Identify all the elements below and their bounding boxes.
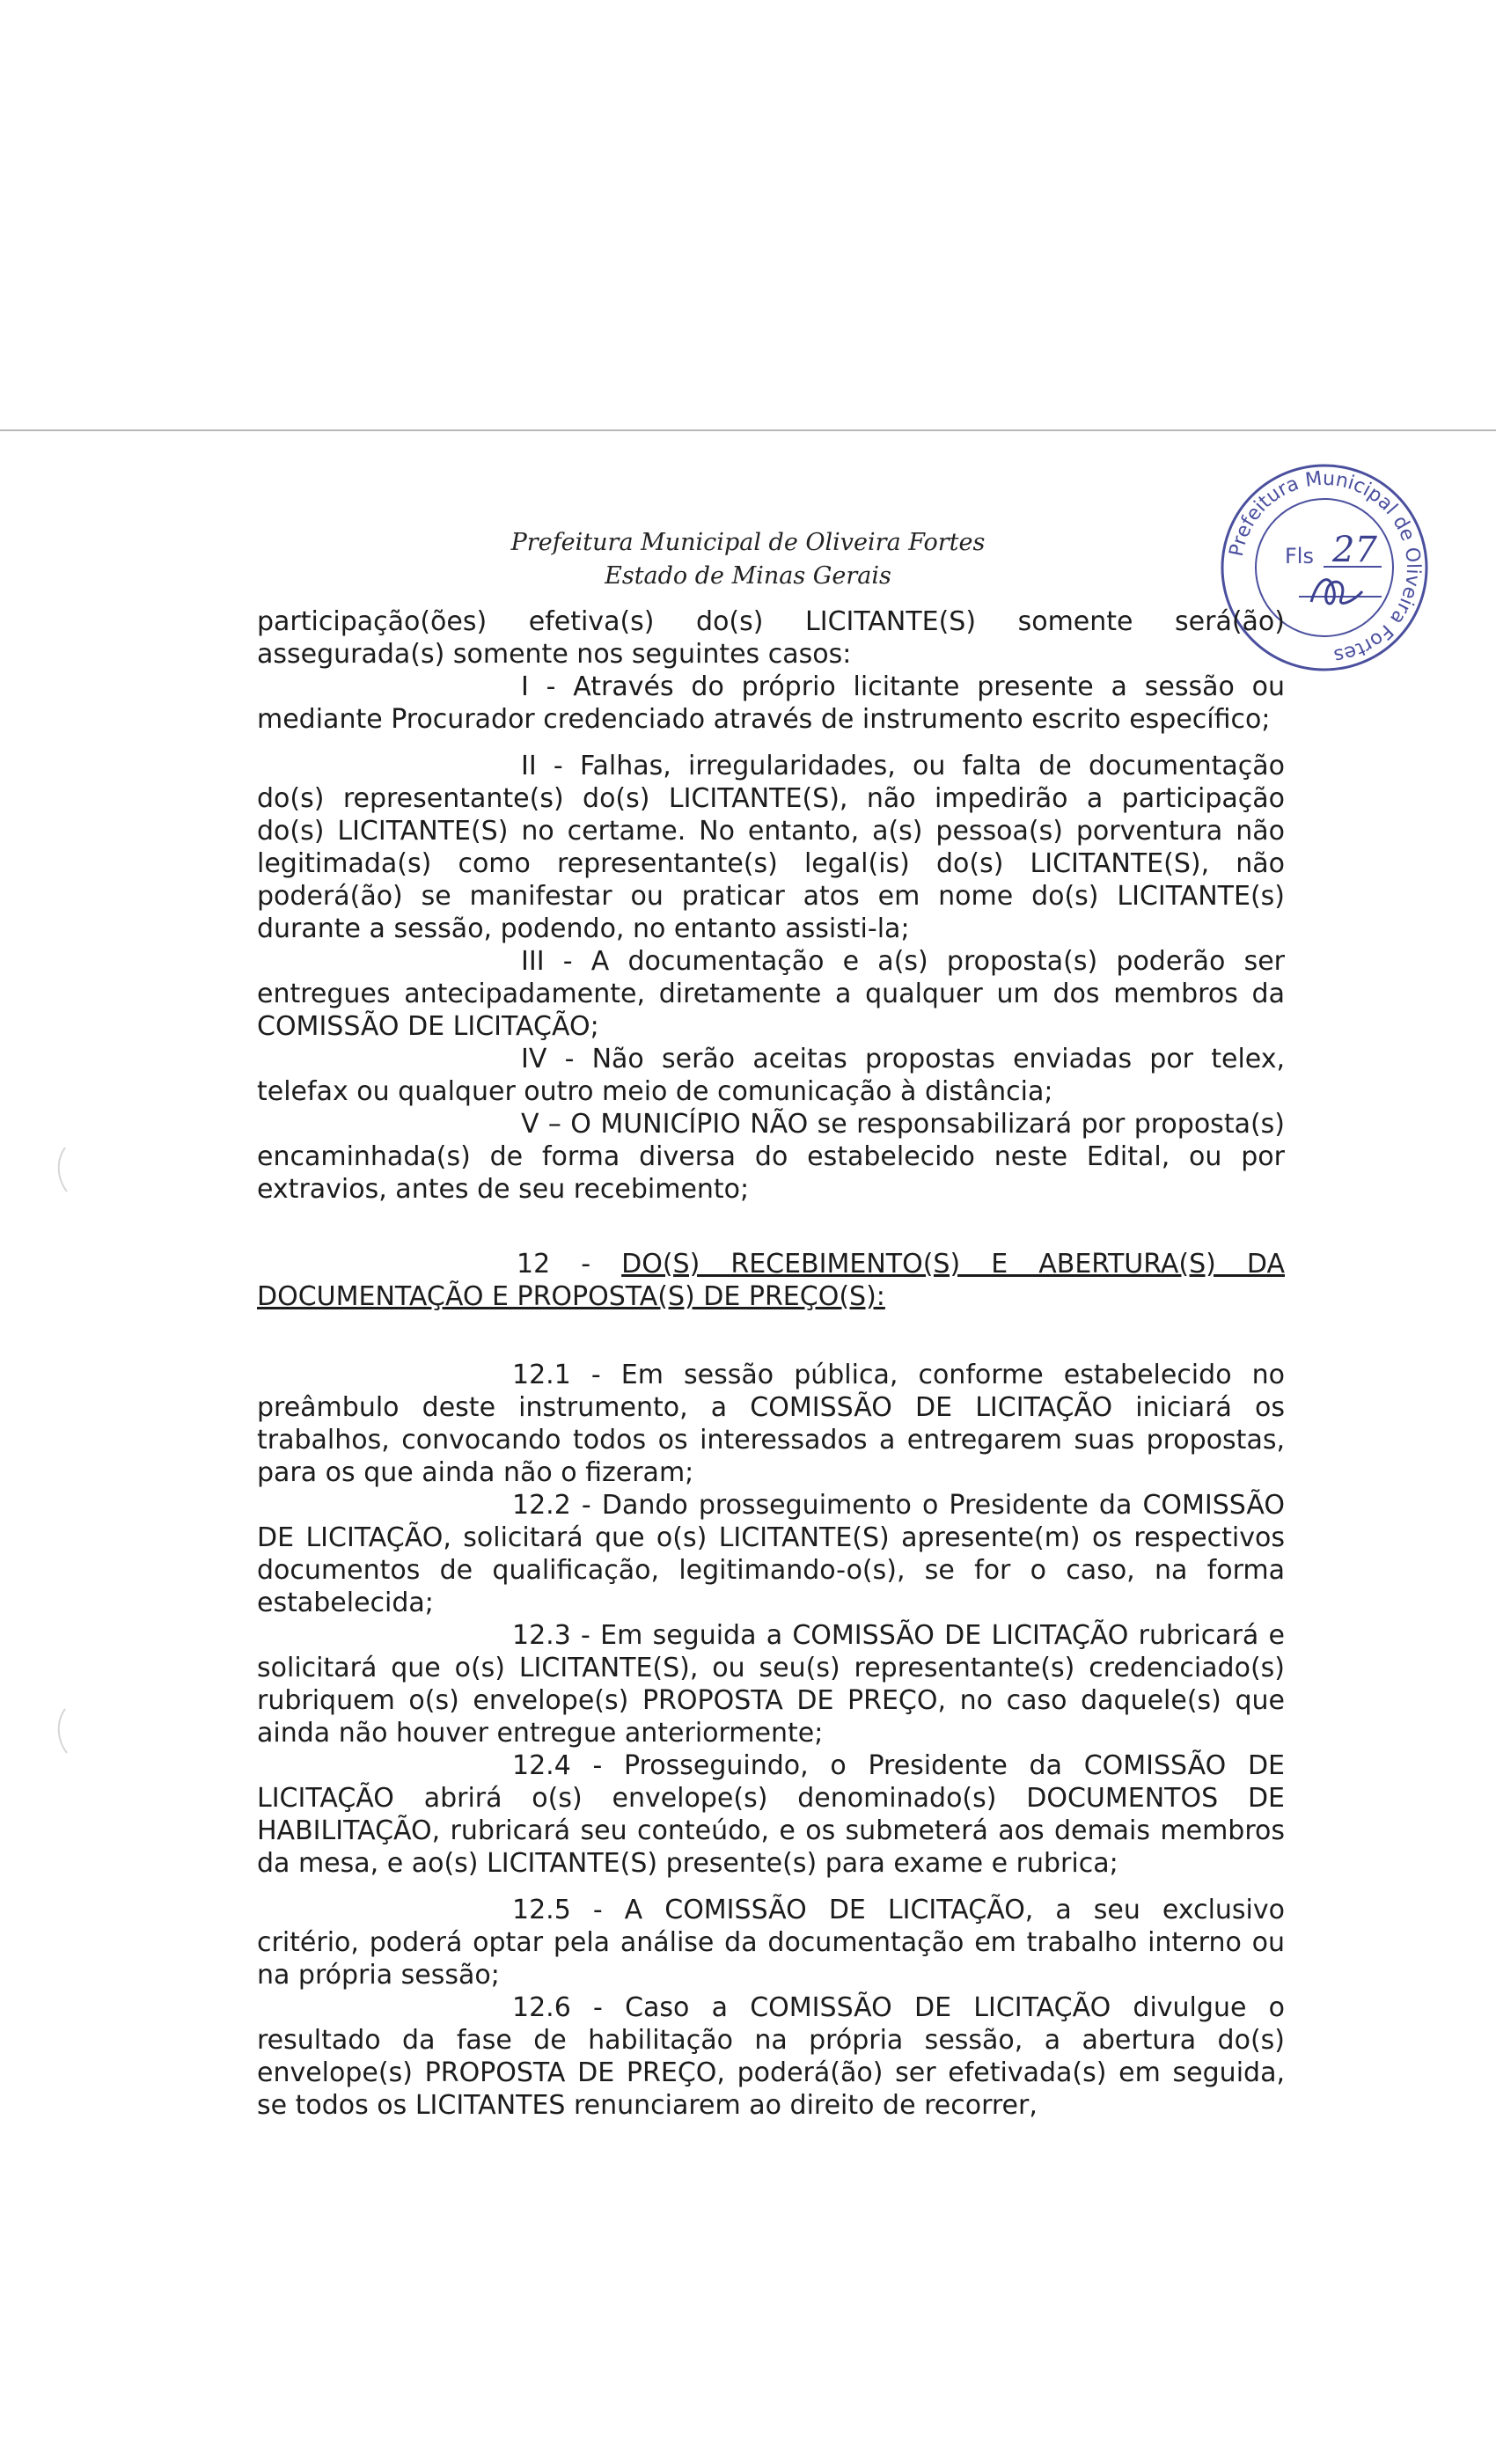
stamp-page-number: 27 [1332,530,1377,570]
paragraph-item-iii: III - A documentação e a(s) proposta(s) poderão ser entregues antecipadamente, diretamente a qualquer um dos membros da COMISSÃO DE LICITAÇÃO; [257,946,1285,1042]
clause-12-6: 12.6 - Caso a COMISSÃO DE LICITAÇÃO divulgue o resultado da fase de habilitação na própria sessão, a abertura do(s) envelope(s) PROPOSTA DE PREÇO, poderá(ão) ser efetivada(s) em seguida, se todos os LICITANTES renunciarem ao direito de recorrer, [257,1992,1285,2121]
document-body [257,605,1285,2122]
stamp-ring-text: Prefeitura Municipal de Oliveira Fortes [1225,467,1425,667]
clause-12-2: 12.2 - Dando prosseguimento o Presidente da COMISSÃO DE LICITAÇÃO, solicitará que o(s) LICITANTE(S) apresente(m) os respectivos documentos de qualificação, legitimando-o(s), se for o caso, na forma estabelecida; [257,1490,1285,1618]
clause-12-3: 12.3 - Em seguida a COMISSÃO DE LICITAÇÃO rubricará e solicitará que o(s) LICITANTE(S), ou seu(s) representante(s) credenciado(s) rubriquem o(s) envelope(s) PROPOSTA DE PREÇO, no caso daquele(s) que ainda não houver entregue anteriormente; [257,1620,1285,1749]
clause-12-5: 12.5 - A COMISSÃO DE LICITAÇÃO, a seu exclusivo critério, poderá optar pela análise da documentação em trabalho interno ou na própria sessão; [257,1895,1285,1991]
scan-speck [51,1705,72,1758]
paragraph-item-ii: II - Falhas, irregularidades, ou falta de documentação do(s) representante(s) do(s) LICITANTE(S), não impedirão a participação do(s) LICITANTE(S) no certame. No entanto, a(s) pessoa(s) porventura não legitimada(s) como representante(s) legal(is) do(s) LICITANTE(S), não poderá(ão) se manifestar ou praticar atos em nome do(s) LICITANTE(s) durante a sessão, podendo, no entanto assisti-la; [257,751,1285,944]
section-title: DO(S) RECEBIMENTO(S) E ABERTURA(S) DA DOCUMENTAÇÃO E PROPOSTA(S) DE PREÇO(S): [257,1249,1285,1312]
letterhead-state: Estado de Minas Gerais [605,562,891,590]
paragraph-participation: participação(ões) efetiva(s) do(s) LICITANTE(S) somente será(ão) assegurada(s) somente nos seguintes casos: [257,606,1285,670]
letterhead [475,526,1021,593]
paragraph-item-v: V – O MUNICÍPIO NÃO se responsabilizará por proposta(s) encaminhada(s) de forma diversa do estabelecido neste Edital, ou por extravios, antes de seu recebimento; [257,1109,1285,1205]
stamp-fls-label: Fls [1285,544,1314,568]
page-scan-edge-line [0,429,1496,431]
stamp-initials-signature [1311,580,1362,604]
clause-12-4: 12.4 - Prosseguindo, o Presidente da COMISSÃO DE LICITAÇÃO abrirá o(s) envelope(s) denominado(s) DOCUMENTOS DE HABILITAÇÃO, rubricará seu conteúdo, e os submeterá aos demais membros da mesa, e ao(s) LICITANTE(S) presente(s) para exame e rubrica; [257,1750,1285,1879]
clause-12-1: 12.1 - Em sessão pública, conforme estabelecido no preâmbulo deste instrumento, a COMISSÃO DE LICITAÇÃO iniciará os trabalhos, convocando todos os interessados a entregarem suas propostas, para os que ainda não o fizeram; [257,1360,1285,1488]
scan-speck [51,1144,72,1197]
letterhead-municipality: Prefeitura Municipal de Oliveira Fortes [510,529,986,556]
paragraph-item-i: I - Através do próprio licitante presente a sessão ou mediante Procurador credenciado através de instrumento escrito específico; [257,671,1285,735]
paragraph-item-iv: IV - Não serão aceitas propostas enviadas por telex, telefax ou qualquer outro meio de comunicação à distância; [257,1044,1285,1107]
section-number: 12 - [517,1249,622,1280]
section-heading [257,1248,1285,1313]
